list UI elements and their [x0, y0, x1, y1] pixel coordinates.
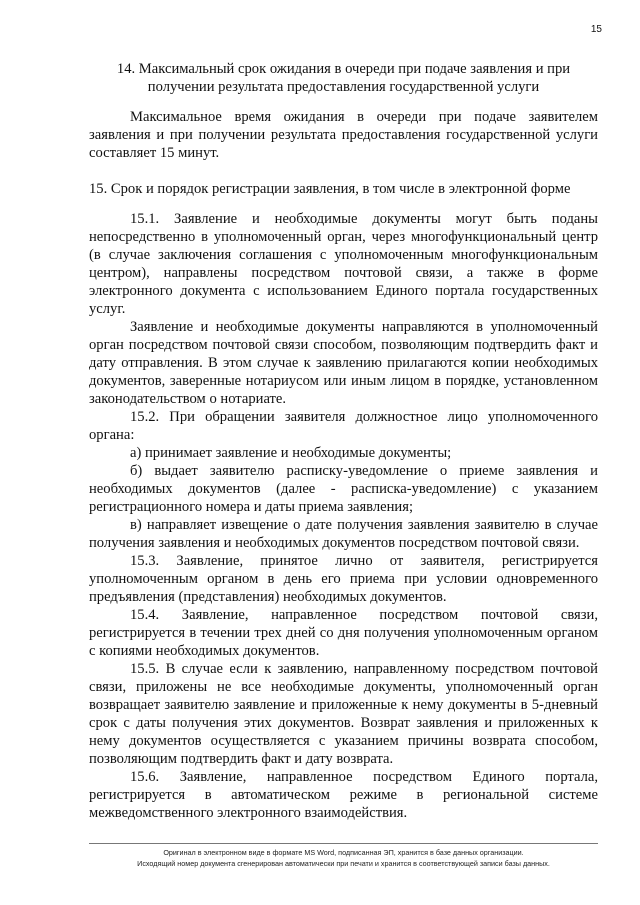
section-14-text: Максимальное время ожидания в очереди при подаче заявителем заявления и при получении результата предоставления государственной услуги составляет 15 минут. [89, 109, 598, 161]
paragraph-15-4: 15.4. Заявление, направленное посредством почтовой связи, регистрируется в течении трех дней со дня получения уполномоченным органом с копиями необходимых документов. [89, 607, 598, 659]
list-item-a: а) принимает заявление и необходимые документы; [130, 445, 452, 461]
footer-line-1: Оригинал в электронном виде в формате MS Word, подписанная ЭП, хранится в базе данных организации. [163, 848, 524, 857]
section-14-heading: 14. Максимальный срок ожидания в очереди при подаче заявления и при получении результата предоставления государственной услуги [116, 61, 571, 95]
section-15-heading: 15. Срок и порядок регистрации заявления, в том числе в электронной форме [89, 181, 571, 197]
paragraph-15-5: 15.5. В случае если к заявлению, направленному посредством почтовой связи, приложены не все необходимые документы, уполномоченный орган возвращает заявителю заявление и приложенные к нему документы в 5-дневный срок с даты получения этих документов. Возврат заявления и приложенных к нему документов осуществляется с указанием причины возврата способом, позволяющим подтвердить факт и дату возврата. [89, 661, 598, 767]
list-item-b: б) выдает заявителю расписку-уведомление о приеме заявления и необходимых документов (далее - расписка-уведомление) с указанием регистрационного номера и даты приема заявления; [89, 463, 598, 515]
list-item-v: в) направляет извещение о дате получения заявления заявителю в случае получения заявления и необходимых документов посредством почтовой связи. [89, 517, 598, 551]
paragraph-15-1: 15.1. Заявление и необходимые документы могут быть поданы непосредственно в уполномоченный орган, через многофункциональный центр (в случае заключения соглашения с уполномоченным многофункциональным центром), направлены посредством почтовой связи, а также в форме электронного документа с использованием Единого портала государственных услуг. [89, 211, 598, 317]
paragraph-15-2: 15.2. При обращении заявителя должностное лицо уполномоченного органа: [89, 409, 598, 443]
paragraph-15-1-mail: Заявление и необходимые документы направляются в уполномоченный орган посредством почтовой связи способом, позволяющим подтвердить факт и дату отправления. В этом случае к заявлению прилагаются копии необходимых документов, заверенные нотариусом или иным лицом в порядке, установленном законодательством о нотариате. [89, 319, 598, 407]
page-footer [60, 847, 627, 869]
footer-line-2: Исходящий номер документа сгенерирован автоматически при печати и хранится в соответствующей записи базы данных. [137, 859, 550, 868]
paragraph-15-6: 15.6. Заявление, направленное посредством Единого портала, регистрируется в автоматическом режиме в региональной системе межведомственного электронного взаимодействия. [89, 769, 598, 821]
paragraph-15-3: 15.3. Заявление, принятое лично от заявителя, регистрируется уполномоченным органом в день его приема при условии одновременного предъявления (представления) необходимых документов. [89, 553, 598, 605]
document-body [89, 60, 598, 822]
footer-divider [89, 843, 598, 844]
page-number: 15 [590, 24, 602, 35]
